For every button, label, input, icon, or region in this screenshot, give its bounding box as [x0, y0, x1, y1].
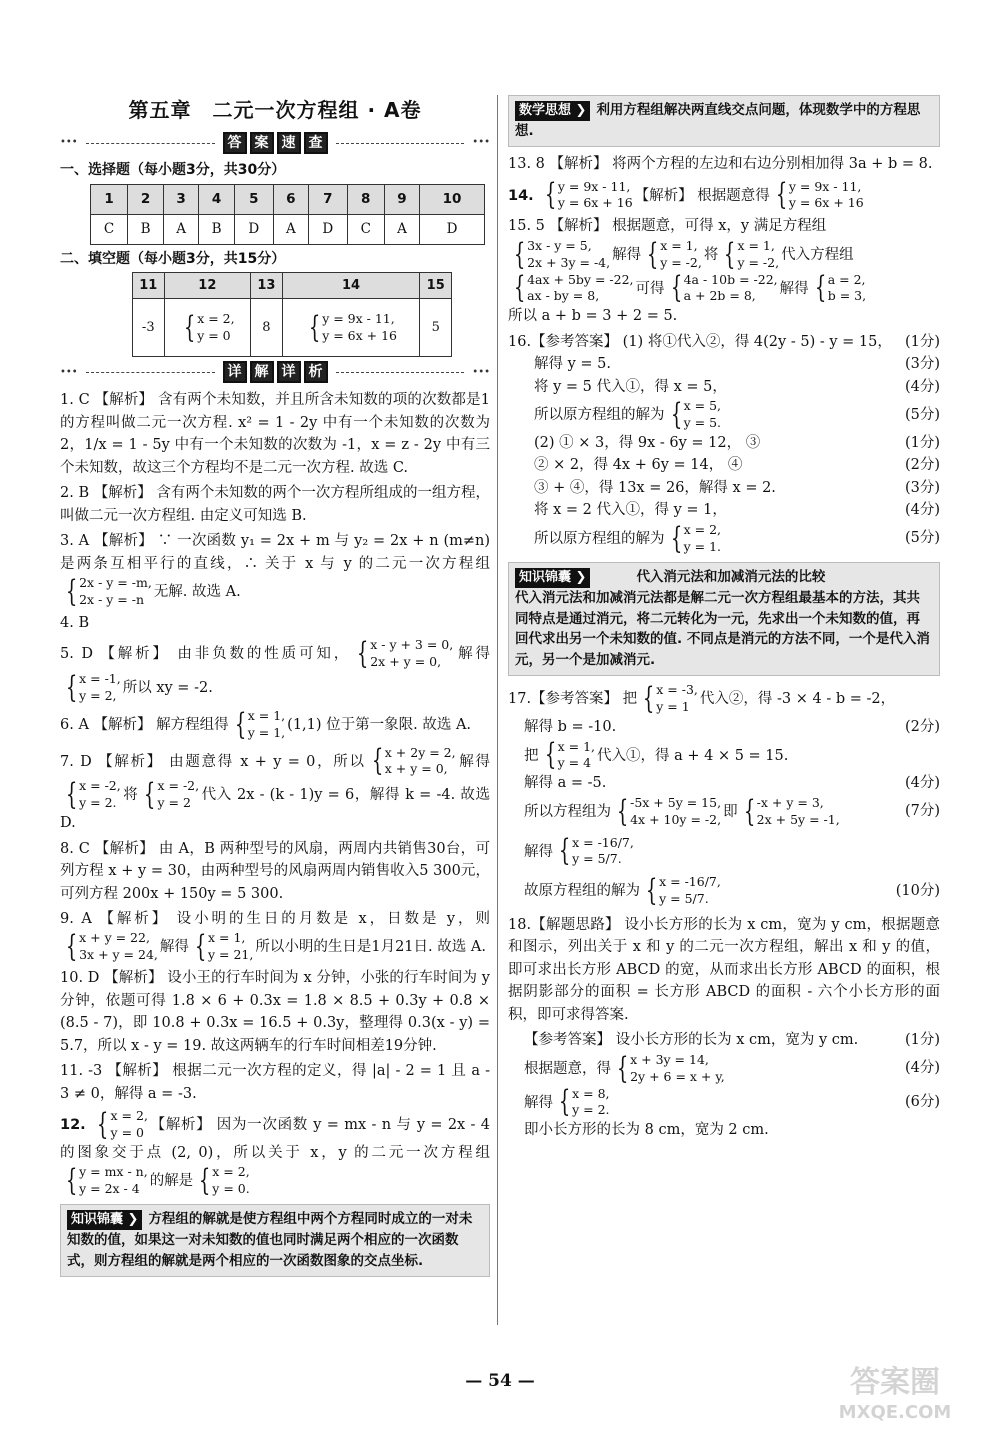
solution-17: 17.【参考答案】 把 { x = -3, y = 1 代入②，得 -3 × 4 - b = -2， 解得 b = -10. (2分) 把 { x = 1, y = 4 代入①，得 a + 4 × 5 = 15. 解得 a = -5. (4分) 所以方程组为 { -5x + 5y = 15, 4x + 10y = -2, 即 { -x + y = 3, 2x + 5y = -1, (7分) 解得 { x = -16/7, y = 5/7. 故原方程组的解为 { x = -16/7, y = 5/7. (10分) [508, 681, 940, 909]
knowledge-tip-box: 知识锦囊 ❯ 代入消元法和加减消元法的比较 代入消元法和加减消元法都是解二元一次方程组最基本的方法，其共同特点是通过消元，将二元转化为一元，先求出一个未知数的值，再回代求出另一个未知数的值. 不同点是消元的方法不同，一个是代入消元，另一个是加减消元. [508, 562, 940, 677]
column-divider [497, 95, 498, 1325]
table-header: 11 [133, 273, 165, 299]
table-header: 13 [251, 273, 283, 299]
table-header: 12 [164, 273, 251, 299]
banner-char: 详 [277, 361, 301, 383]
solution-12: 12. { x = 2, y = 0 【解析】 因为一次函数 y = mx - n 与 y = 2x - 4 的图象交于点 (2, 0)，所以关于 x，y 的二元一次方程组 { y = mx - n, y = 2x - 4 的解是 { x = 2, y = 0. [60, 1106, 490, 1199]
watermark-logo: 答案圈 MXQE.COM [838, 1365, 952, 1423]
solution-8: 8. C 【解析】 由 A，B 两种型号的风扇，两周内共销售30台，可列方程 x + y = 30，由两种型号的风扇两周内销售收入5 300元，可列方程 200x + 150y = 5 300. [60, 840, 490, 902]
table-header: 9 [384, 184, 419, 214]
solution-16: 16.【参考答案】 (1) 将①代入②，得 4(2y - 5) - y = 15， (1分) 解得 y = 5. (3分) 将 y = 5 代入①，得 x = 5， (4分) 所以原方程组的解为 { x = 5, y = 5. (5分) (2) ① × 3，得 9x - 6y = 12， ③ (1分) ② × 2，得 4x + 6y = 14， ④ (2分) ③ + ④，得 13x = 26，解得 x = 2. (3分) 将 x = 2 代入①，得 y = 1， (4分) 所以原方程组的解为 { x = 2, y = 1. (5分) [508, 333, 940, 556]
table-header: 7 [308, 184, 347, 214]
table-cell: { y = 9x - 11, y = 6x + 16 [282, 299, 420, 357]
table-cell: 8 [251, 299, 283, 357]
banner-char: 速 [277, 132, 301, 154]
banner-char: 解 [250, 361, 274, 383]
table-cell: A [163, 214, 198, 244]
tip-label: 知识锦囊 ❯ [67, 1210, 142, 1230]
solution-7: 7. D 【解析】 由题意得 x + y = 0，所以 { x + 2y = 2, x + y = 0, 解得 { x = -2, y = 2. 将 { x = -2, y = 2 代入 2x - (k - 1)y = 6，解得 k = -4. 故选 D. [60, 743, 491, 832]
solution-9: 9. A 【解析】 设小明的生日的月数是 x，日数是 y，则 { x + y = 22, 3x + y = 24, 解得 { x = 1, y = 21, 所以小明的生日是1月21日. 故选 A. [60, 910, 490, 965]
banner-char: 详 [223, 361, 247, 383]
table-cell: D [420, 214, 485, 244]
solution-13: 13. 8 【解析】 将两个方程的左边和右边分别相加得 3a + b = 8. [508, 156, 933, 173]
banner-char: 答 [223, 132, 247, 154]
table-header: 6 [273, 184, 308, 214]
answers-banner: ••• 答 案 速 查 ••• [60, 132, 490, 154]
banner-char: 案 [250, 132, 274, 154]
table-header: 10 [420, 184, 485, 214]
solution-10: 10. D 【解析】 设小王的行车时间为 x 分钟，小张的行车时间为 y 分钟，依题可得 1.8 × 6 + 0.3x = 1.8 × 8.5 + 0.3y + 0.8 × (8.5 - 7)，即 10.8 + 0.3x = 16.5 + 0.3y，整理得 0.3(x - y) = 5.7，所以 x - y = 19. 故这两辆车的行车时间相差19分钟. [60, 970, 490, 1054]
table-cell: D [308, 214, 347, 244]
fill-answer-table [132, 272, 452, 357]
banner-char: 析 [304, 361, 328, 383]
table-header: 4 [199, 184, 235, 214]
knowledge-tip-box: 知识锦囊 ❯ 方程组的解就是使方程组中两个方程同时成立的一对未知数的值，如果这一对未知数的值也同时满足两个相应的一次函数式，则方程组的解就是两个相应的一次函数图象的交点坐标. [60, 1204, 490, 1277]
solution-6: 6. A 【解析】 解方程组得 { x = 1, y = 1, (1,1) 位于第一象限. 故选 A. [60, 706, 472, 742]
section-heading: 一、选择题（每小题3分，共30分） [60, 162, 286, 178]
solution-18: 18.【解题思路】 设小长方形的长为 x cm，宽为 y cm，根据题意和图示，列出关于 x 和 y 的二元一次方程组，解出 x 和 y 的值，即可求出长方形 ABCD 的宽，从而求出长方形 ABCD 的面积，根据阴影部分的面积 = 长方形 ABCD 的面积 - 六个小长方形的面积，即可求得答案. 【参考答案】 设小长方形的长为 x cm，宽为 y cm. (1分) 根据题意，得 { x + 3y = 14, 2y + 6 = x + y, (4分) 解得 { x = 8, y = 2. (6分) 即小长方形的长为 8 cm，宽为 2 cm. [508, 917, 940, 1139]
table-cell: A [384, 214, 419, 244]
tip-label: 数学思想 ❯ [515, 101, 590, 121]
page-title: 第五章 二元一次方程组 · A卷 [128, 98, 422, 122]
table-cell: B [199, 214, 235, 244]
table-header: 2 [128, 184, 164, 214]
math-thought-box: 数学思想 ❯ 利用方程组解决两直线交点问题，体现数学中的方程思想. [508, 95, 940, 147]
tip-label: 知识锦囊 ❯ [515, 568, 590, 588]
table-cell: A [273, 214, 308, 244]
table-header: 14 [282, 273, 420, 299]
page-number: — 54 — [465, 1371, 535, 1391]
right-column [508, 95, 940, 1142]
table-header: 8 [347, 184, 384, 214]
table-cell: B [128, 214, 164, 244]
table-header: 15 [420, 273, 452, 299]
table-cell: 5 [420, 299, 452, 357]
solution-2: 2. B 【解析】 含有两个未知数的两个一次方程所组成的一组方程，叫做二元一次方程组. 由定义可知选 B. [60, 485, 490, 524]
solution-1: 1. C 【解析】 含有两个未知数，并且所含未知数的项的次数都是1的方程叫做二元一次方程. x² = 1 - 2y 中有一个未知数的次数为2，1/x = 1 - 5y 中有一个未知数的次数为 -1，x = z - 2y 中有三个未知数，故这三个方程均不是二元一次方程. 故选 C. [60, 392, 490, 476]
table-header: 1 [91, 184, 128, 214]
solution-3: 3. A 【解析】 ∵ 一次函数 y₁ = 2x + m 与 y₂ = 2x + n (m≠n) 是两条互相平行的直线，∴ 关于 x 与 y 的二元一次方程组 { 2x - y = -m, 2x - y = -n 无解. 故选 A. [60, 533, 490, 609]
choice-answer-table [90, 184, 485, 245]
table-cell: D [234, 214, 273, 244]
solution-14: 14. { y = 9x - 11, y = 6x + 16 【解析】 根据题意得 { y = 9x - 11, y = 6x + 16 [508, 177, 864, 213]
table-header: 5 [234, 184, 273, 214]
solution-4: 4. B [60, 614, 90, 631]
table-cell: C [91, 214, 128, 244]
solution-11: 11. -3 【解析】 根据二元一次方程的定义，得 |a| - 2 = 1 且 a - 3 ≠ 0，解得 a = -3. [60, 1063, 490, 1102]
table-header: 3 [163, 184, 198, 214]
solution-15: 15. 5 【解析】 根据题意，可得 x，y 满足方程组 { 3x - y = 5, 2x + 3y = -4, 解得 { x = 1, y = -2, 将 { x = 1, y = -2, 代入方程组 { 4ax + 5by = -22, ax - by = 8, 可得 { 4a - 10b = -22, a + 2b = 8, 解得 { a = 2, b = 3, 所以 a + b = 3 + 2 = 5. [508, 218, 867, 325]
section-heading: 二、填空题（每小题3分，共15分） [60, 250, 286, 267]
details-banner: ••• 详 解 详 析 ••• [60, 361, 490, 383]
solution-5: 5. D 【解析】 由非负数的性质可知， { x - y + 3 = 0, 2x + y = 0, 解得 { x = -1, y = 2, 所以 xy = -2. [60, 636, 490, 705]
banner-char: 查 [304, 132, 328, 154]
table-cell: C [347, 214, 384, 244]
table-cell: { x = 2, y = 0 [164, 299, 251, 357]
table-cell: -3 [133, 299, 165, 357]
left-column [60, 95, 490, 1283]
